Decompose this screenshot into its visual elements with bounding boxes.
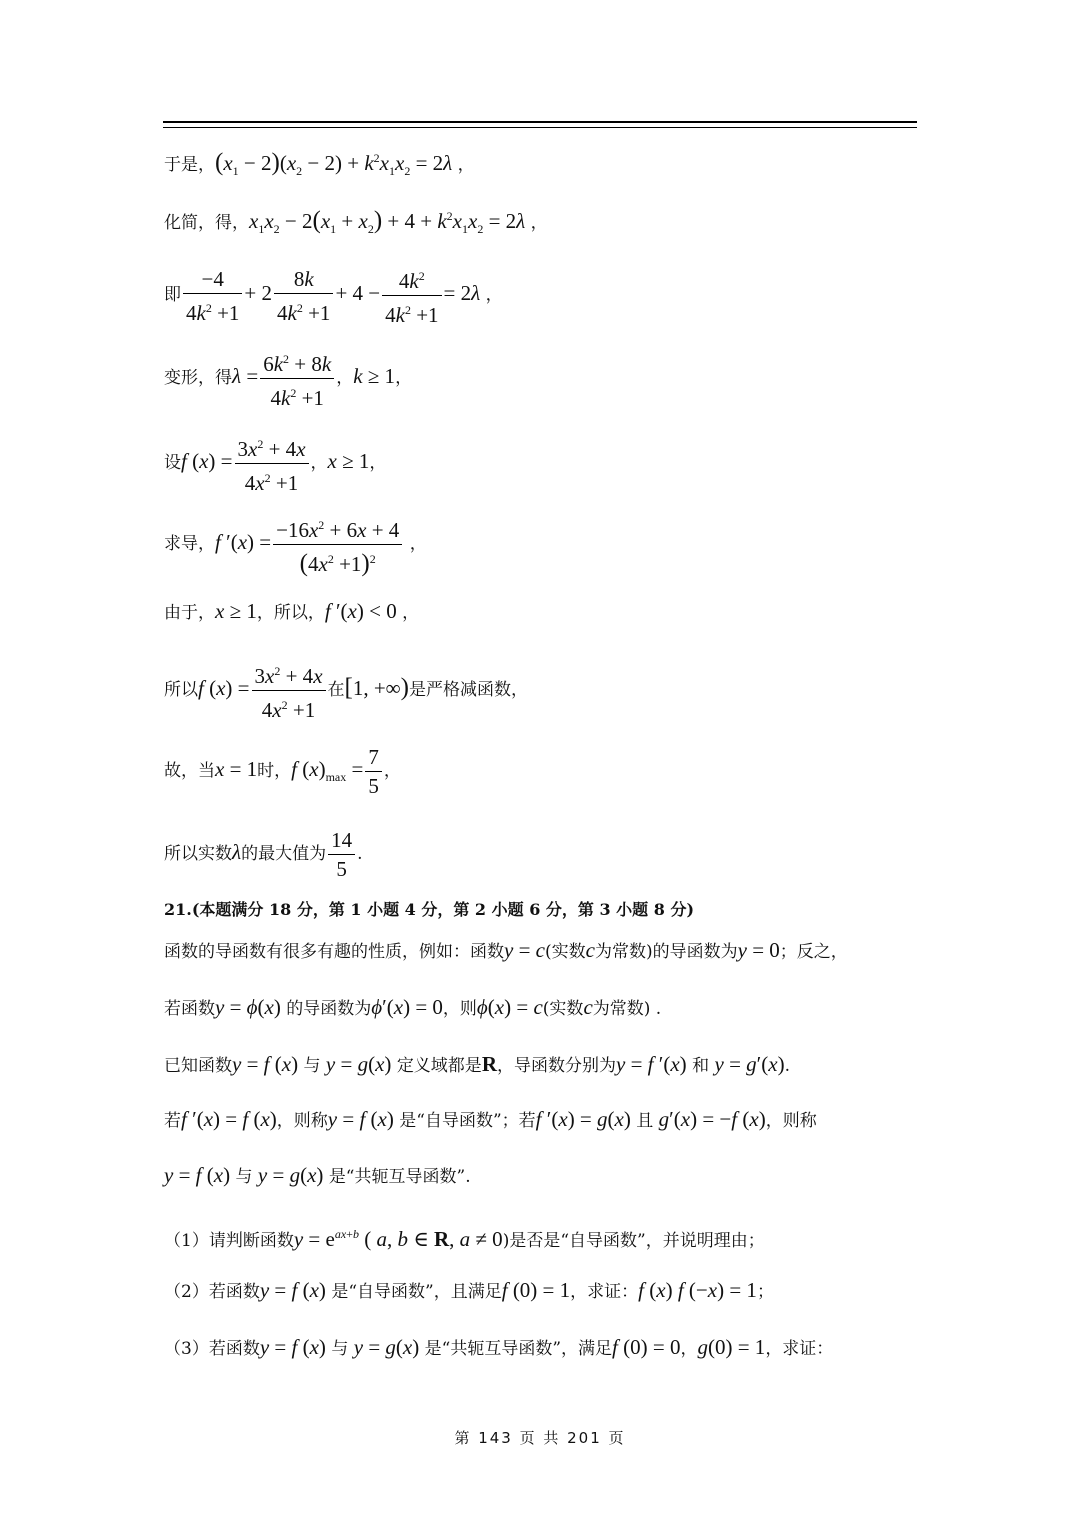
problem-heading: 21.(本题满分 18 分，第 1 小题 4 分，第 2 小题 6 分，第 3 小题 8 分)	[164, 900, 695, 919]
problem-paragraph-4: 若f ′(x) = f (x)，则称y = f (x) 是“自导函数”；若f ′(x) = g(x) 且 g′(x) = −f (x)，则称	[164, 1107, 817, 1131]
problem-paragraph-2: 若函数y = ϕ(x) 的导函数为ϕ′(x) = 0，则ϕ(x) = c(实数c为常数) .	[164, 995, 662, 1019]
solution-line-8: 所以f (x) = $\frac{3x^2 + 4x}{4x^2 +1}$ 在[1, +∞)是严格减函数，	[164, 657, 528, 724]
solution-line-6: 求导，f ′(x) = $\frac{-16x^2 + 6x + 4}{(4x^2 +1)^2}$ ，	[164, 511, 427, 578]
problem-paragraph-5: y = f (x) 与 y = g(x) 是“共轭互导函数”.	[164, 1163, 471, 1187]
problem-paragraph-1: 函数的导函数有很多有趣的性质，例如：函数y = c(实数c为常数)的导函数为y = 0；反之，	[164, 938, 848, 962]
header-rule-thin	[163, 127, 917, 128]
question-2: （2）若函数y = f (x) 是“自导函数”，且满足f (0) = 1，求证：f (x) f (−x) = 1；	[164, 1278, 774, 1302]
solution-line-2: 化简，得，$x_1x_2 - 2(x_1 + x_2) + 4 + k^2x_1x_2 = 2\lambda$ ，	[164, 207, 548, 237]
solution-line-4: 变形，得λ = $\frac{6k^2 + 8k}{4k^2 +1}$ ，k ≥ 1，	[164, 345, 412, 412]
solution-line-1: 于是，$(x_1 - 2)(x_2 - 2) + k^2x_1x_2 = 2\lambda$ ，	[164, 149, 475, 179]
solution-line-5: 设f (x) = $\frac{3x^2 + 4x}{4x^2 +1}$ ，x ≥ 1，	[164, 430, 386, 497]
problem-paragraph-3: 已知函数y = f (x) 与 y = g(x) 定义域都是R，导函数分别为y = f ′(x) 和 y = g′(x).	[164, 1052, 790, 1076]
solution-line-3: 即 $\frac{-4}{4k^2 +1}$ + 2 $\frac{8k}{4k^2 +1}$ + 4 − $\frac{4k^2}{4k^2 +1}$ = 2λ ，	[164, 262, 503, 329]
solution-line-9: 故，当x = 1时，f $(x)_{max}$ = $\frac{7}{5}$ ，	[164, 745, 401, 798]
question-3: （3）若函数y = f (x) 与 y = g(x) 是“共轭互导函数”，满足f (0) = 0，g(0) = 1，求证：	[164, 1335, 834, 1359]
solution-line-7: 由于，x ≥ 1，所以，f ′(x) < 0 ，	[164, 599, 420, 623]
page-footer: 第 143 页 共 201 页	[454, 1429, 626, 1447]
solution-line-10: 所以实数λ的最大值为 $\frac{14}{5}$ .	[164, 828, 363, 881]
header-rule-thick	[163, 121, 917, 123]
question-1: （1）请判断函数$y = e^{ax+b}$ ( a, b ∈ R, a ≠ 0)是否是“自导函数”，并说明理由；	[164, 1227, 765, 1251]
